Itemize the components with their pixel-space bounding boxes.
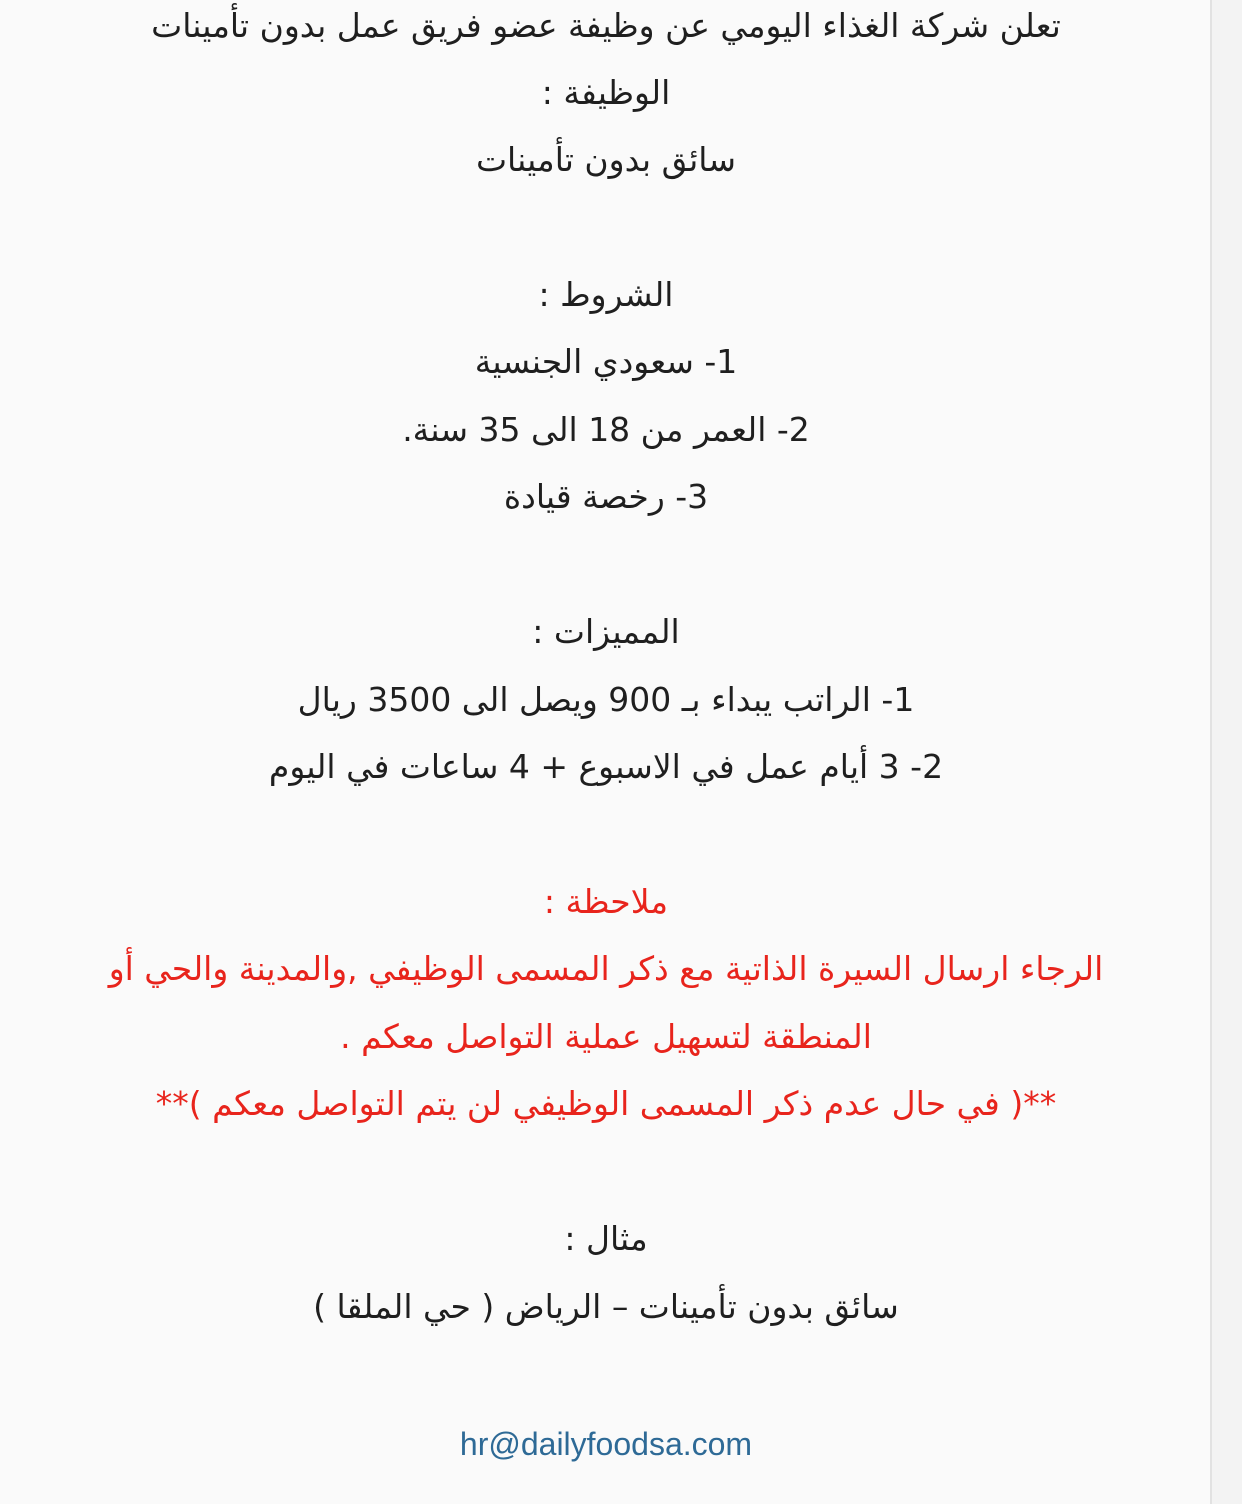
example-text: سائق بدون تأمينات – الرياض ( حي الملقا ): [313, 1287, 899, 1326]
note-heading: ملاحظة :: [543, 882, 669, 921]
contact-email-link[interactable]: hr@dailyfoodsa.com: [459, 1426, 753, 1462]
job-label: الوظيفة :: [541, 73, 671, 112]
requirements-heading: الشروط :: [538, 275, 674, 314]
requirement-item: 1- سعودي الجنسية: [474, 342, 738, 381]
note-line-1: الرجاء ارسال السيرة الذاتية مع ذكر المسمى الوظيفي ,والمدينة والحي أو: [108, 949, 1104, 988]
note-warning: **( في حال عدم ذكر المسمى الوظيفي لن يتم التواصل معكم )**: [155, 1084, 1057, 1123]
benefit-item: 2- 3 أيام عمل في الاسبوع + 4 ساعات في اليوم: [268, 747, 944, 786]
example-heading: مثال :: [564, 1219, 648, 1258]
benefits-heading: المميزات :: [532, 612, 680, 651]
note-line-2: المنطقة لتسهيل عملية التواصل معكم .: [340, 1017, 872, 1056]
requirement-item: 3- رخصة قيادة: [503, 477, 709, 516]
job-title: سائق بدون تأمينات: [475, 140, 737, 179]
benefit-item: 1- الراتب يبداء بـ 900 ويصل الى 3500 ريال: [297, 680, 915, 719]
requirement-item: 2- العمر من 18 الى 35 سنة.: [402, 410, 810, 449]
announcement-intro: تعلن شركة الغذاء اليومي عن وظيفة عضو فريق عمل بدون تأمينات: [151, 6, 1061, 45]
